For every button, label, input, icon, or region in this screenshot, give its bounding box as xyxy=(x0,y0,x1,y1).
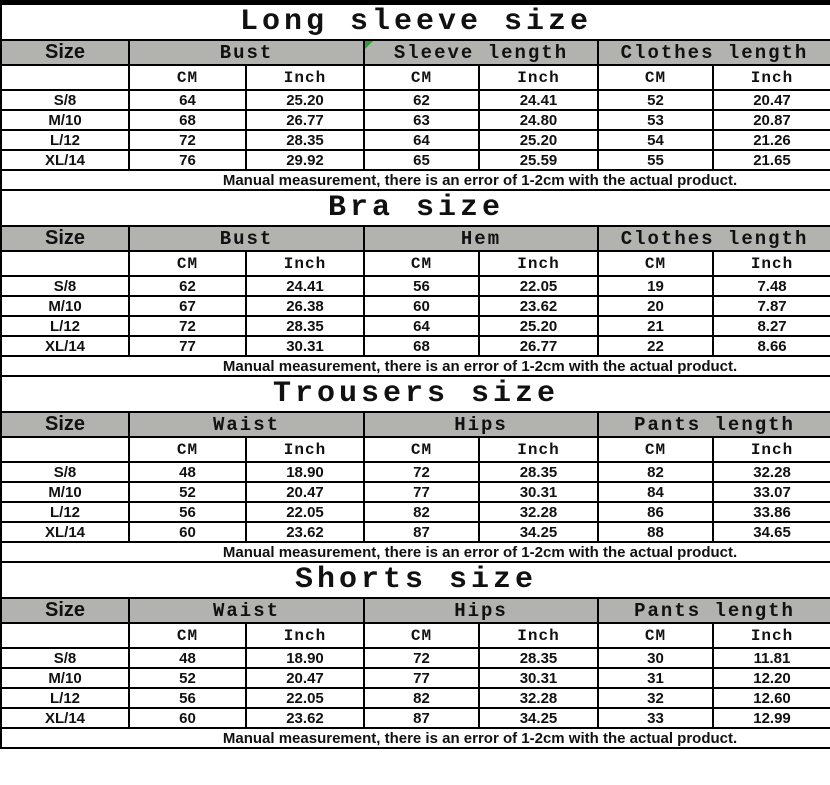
value-cell: 52 xyxy=(598,90,713,110)
size-column-header: Size xyxy=(1,40,129,65)
group-header: Bust xyxy=(129,40,364,65)
size-label-cell: S/8 xyxy=(1,90,129,110)
value-cell: 19 xyxy=(598,276,713,296)
size-table xyxy=(0,3,830,191)
size-row xyxy=(1,90,830,110)
unit-header-cm: CM xyxy=(129,623,246,648)
unit-header-cm: CM xyxy=(598,251,713,276)
size-column-header: Size xyxy=(1,598,129,623)
value-cell: 18.90 xyxy=(246,462,364,482)
size-table xyxy=(0,561,830,749)
size-row xyxy=(1,482,830,502)
value-cell: 56 xyxy=(129,502,246,522)
value-cell: 23.62 xyxy=(246,708,364,728)
table-title-row xyxy=(1,4,830,40)
unit-header-inch: Inch xyxy=(713,437,830,462)
size-table-block xyxy=(0,561,830,749)
size-row xyxy=(1,522,830,542)
size-label-cell: XL/14 xyxy=(1,150,129,170)
unit-header-cm: CM xyxy=(364,251,479,276)
size-label-cell: S/8 xyxy=(1,648,129,668)
unit-header-row xyxy=(1,623,830,648)
unit-header-cm: CM xyxy=(598,65,713,90)
value-cell: 56 xyxy=(129,688,246,708)
value-cell: 25.59 xyxy=(479,150,598,170)
note-row xyxy=(1,356,830,376)
value-cell: 20.47 xyxy=(713,90,830,110)
size-label-cell: M/10 xyxy=(1,296,129,316)
value-cell: 32.28 xyxy=(713,462,830,482)
value-cell: 28.35 xyxy=(246,130,364,150)
value-cell: 48 xyxy=(129,462,246,482)
size-table-block xyxy=(0,189,830,377)
value-cell: 48 xyxy=(129,648,246,668)
unit-header-inch: Inch xyxy=(246,65,364,90)
unit-header-cm: CM xyxy=(364,623,479,648)
size-row xyxy=(1,130,830,150)
value-cell: 64 xyxy=(364,316,479,336)
group-header: Waist xyxy=(129,412,364,437)
value-cell: 25.20 xyxy=(479,316,598,336)
unit-header-inch: Inch xyxy=(713,251,830,276)
value-cell: 24.41 xyxy=(479,90,598,110)
table-title-row xyxy=(1,190,830,226)
empty-corner-cell xyxy=(1,251,129,276)
value-cell: 77 xyxy=(129,336,246,356)
group-header: Pants length xyxy=(598,598,830,623)
value-cell: 82 xyxy=(364,688,479,708)
value-cell: 32.28 xyxy=(479,688,598,708)
value-cell: 12.99 xyxy=(713,708,830,728)
size-column-header: Size xyxy=(1,226,129,251)
value-cell: 30 xyxy=(598,648,713,668)
value-cell: 24.41 xyxy=(246,276,364,296)
value-cell: 76 xyxy=(129,150,246,170)
cell-corner-marker-icon xyxy=(365,41,373,49)
value-cell: 8.27 xyxy=(713,316,830,336)
value-cell: 22.05 xyxy=(479,276,598,296)
value-cell: 77 xyxy=(364,668,479,688)
group-header-row xyxy=(1,412,830,437)
value-cell: 34.25 xyxy=(479,522,598,542)
value-cell: 52 xyxy=(129,482,246,502)
value-cell: 22.05 xyxy=(246,502,364,522)
value-cell: 30.31 xyxy=(479,482,598,502)
value-cell: 26.38 xyxy=(246,296,364,316)
size-row xyxy=(1,110,830,130)
empty-corner-cell xyxy=(1,65,129,90)
group-header: Bust xyxy=(129,226,364,251)
size-label-cell: S/8 xyxy=(1,462,129,482)
value-cell: 25.20 xyxy=(246,90,364,110)
size-table xyxy=(0,375,830,563)
unit-header-cm: CM xyxy=(598,623,713,648)
size-label-cell: L/12 xyxy=(1,688,129,708)
value-cell: 34.25 xyxy=(479,708,598,728)
unit-header-inch: Inch xyxy=(479,251,598,276)
value-cell: 20.47 xyxy=(246,482,364,502)
value-cell: 54 xyxy=(598,130,713,150)
measurement-note: Manual measurement, there is an error of 1-2cm with the actual product. xyxy=(1,356,830,376)
unit-header-inch: Inch xyxy=(246,623,364,648)
value-cell: 53 xyxy=(598,110,713,130)
value-cell: 29.92 xyxy=(246,150,364,170)
value-cell: 72 xyxy=(364,462,479,482)
group-header: Sleeve length xyxy=(364,40,598,65)
value-cell: 60 xyxy=(129,522,246,542)
value-cell: 63 xyxy=(364,110,479,130)
group-header-row xyxy=(1,598,830,623)
group-header: Waist xyxy=(129,598,364,623)
value-cell: 34.65 xyxy=(713,522,830,542)
unit-header-cm: CM xyxy=(364,437,479,462)
value-cell: 18.90 xyxy=(246,648,364,668)
value-cell: 11.81 xyxy=(713,648,830,668)
value-cell: 25.20 xyxy=(479,130,598,150)
measurement-note: Manual measurement, there is an error of 1-2cm with the actual product. xyxy=(1,728,830,748)
value-cell: 32.28 xyxy=(479,502,598,522)
table-title-row xyxy=(1,376,830,412)
size-row xyxy=(1,648,830,668)
unit-header-inch: Inch xyxy=(479,437,598,462)
value-cell: 7.48 xyxy=(713,276,830,296)
size-row xyxy=(1,150,830,170)
unit-header-cm: CM xyxy=(598,437,713,462)
value-cell: 7.87 xyxy=(713,296,830,316)
value-cell: 26.77 xyxy=(479,336,598,356)
value-cell: 22.05 xyxy=(246,688,364,708)
value-cell: 68 xyxy=(364,336,479,356)
value-cell: 77 xyxy=(364,482,479,502)
size-label-cell: S/8 xyxy=(1,276,129,296)
value-cell: 33 xyxy=(598,708,713,728)
value-cell: 30.31 xyxy=(246,336,364,356)
note-row xyxy=(1,728,830,748)
value-cell: 28.35 xyxy=(479,648,598,668)
value-cell: 82 xyxy=(364,502,479,522)
value-cell: 72 xyxy=(129,130,246,150)
value-cell: 20 xyxy=(598,296,713,316)
value-cell: 72 xyxy=(364,648,479,668)
value-cell: 20.87 xyxy=(713,110,830,130)
unit-header-inch: Inch xyxy=(713,623,830,648)
value-cell: 62 xyxy=(364,90,479,110)
unit-header-row xyxy=(1,437,830,462)
size-row xyxy=(1,708,830,728)
empty-corner-cell xyxy=(1,623,129,648)
value-cell: 33.86 xyxy=(713,502,830,522)
unit-header-cm: CM xyxy=(129,251,246,276)
size-row xyxy=(1,502,830,522)
value-cell: 62 xyxy=(129,276,246,296)
value-cell: 87 xyxy=(364,522,479,542)
size-row xyxy=(1,668,830,688)
value-cell: 86 xyxy=(598,502,713,522)
measurement-note: Manual measurement, there is an error of 1-2cm with the actual product. xyxy=(1,542,830,562)
value-cell: 32 xyxy=(598,688,713,708)
value-cell: 12.20 xyxy=(713,668,830,688)
value-cell: 20.47 xyxy=(246,668,364,688)
size-label-cell: M/10 xyxy=(1,668,129,688)
group-header: Hips xyxy=(364,412,598,437)
value-cell: 55 xyxy=(598,150,713,170)
value-cell: 60 xyxy=(364,296,479,316)
unit-header-row xyxy=(1,251,830,276)
value-cell: 56 xyxy=(364,276,479,296)
value-cell: 21 xyxy=(598,316,713,336)
note-row xyxy=(1,542,830,562)
size-row xyxy=(1,688,830,708)
size-table-block xyxy=(0,3,830,191)
group-header: Pants length xyxy=(598,412,830,437)
size-label-cell: L/12 xyxy=(1,316,129,336)
value-cell: 84 xyxy=(598,482,713,502)
value-cell: 88 xyxy=(598,522,713,542)
value-cell: 65 xyxy=(364,150,479,170)
size-label-cell: M/10 xyxy=(1,110,129,130)
empty-corner-cell xyxy=(1,437,129,462)
size-label-cell: XL/14 xyxy=(1,708,129,728)
table-title: Bra size xyxy=(1,190,830,226)
value-cell: 22 xyxy=(598,336,713,356)
size-row xyxy=(1,296,830,316)
group-header: Hips xyxy=(364,598,598,623)
group-header-row xyxy=(1,40,830,65)
unit-header-inch: Inch xyxy=(246,251,364,276)
size-label-cell: L/12 xyxy=(1,502,129,522)
unit-header-cm: CM xyxy=(129,65,246,90)
note-row xyxy=(1,170,830,190)
table-title: Long sleeve size xyxy=(1,4,830,40)
value-cell: 82 xyxy=(598,462,713,482)
group-header: Hem xyxy=(364,226,598,251)
size-row xyxy=(1,316,830,336)
value-cell: 68 xyxy=(129,110,246,130)
value-cell: 28.35 xyxy=(246,316,364,336)
group-header-row xyxy=(1,226,830,251)
unit-header-inch: Inch xyxy=(479,623,598,648)
unit-header-row xyxy=(1,65,830,90)
unit-header-cm: CM xyxy=(129,437,246,462)
size-label-cell: XL/14 xyxy=(1,522,129,542)
value-cell: 24.80 xyxy=(479,110,598,130)
value-cell: 26.77 xyxy=(246,110,364,130)
value-cell: 67 xyxy=(129,296,246,316)
value-cell: 23.62 xyxy=(246,522,364,542)
unit-header-inch: Inch xyxy=(246,437,364,462)
value-cell: 23.62 xyxy=(479,296,598,316)
value-cell: 21.26 xyxy=(713,130,830,150)
table-title: Shorts size xyxy=(1,562,830,598)
table-title: Trousers size xyxy=(1,376,830,412)
value-cell: 52 xyxy=(129,668,246,688)
size-row xyxy=(1,462,830,482)
size-label-cell: L/12 xyxy=(1,130,129,150)
value-cell: 30.31 xyxy=(479,668,598,688)
size-table xyxy=(0,189,830,377)
size-table-block xyxy=(0,375,830,563)
value-cell: 64 xyxy=(129,90,246,110)
size-label-cell: XL/14 xyxy=(1,336,129,356)
value-cell: 87 xyxy=(364,708,479,728)
value-cell: 33.07 xyxy=(713,482,830,502)
table-title-row xyxy=(1,562,830,598)
value-cell: 31 xyxy=(598,668,713,688)
unit-header-inch: Inch xyxy=(713,65,830,90)
group-header: Clothes length xyxy=(598,40,830,65)
value-cell: 64 xyxy=(364,130,479,150)
value-cell: 8.66 xyxy=(713,336,830,356)
size-row xyxy=(1,336,830,356)
size-row xyxy=(1,276,830,296)
size-label-cell: M/10 xyxy=(1,482,129,502)
unit-header-inch: Inch xyxy=(479,65,598,90)
value-cell: 12.60 xyxy=(713,688,830,708)
value-cell: 21.65 xyxy=(713,150,830,170)
unit-header-cm: CM xyxy=(364,65,479,90)
measurement-note: Manual measurement, there is an error of 1-2cm with the actual product. xyxy=(1,170,830,190)
group-header: Clothes length xyxy=(598,226,830,251)
value-cell: 72 xyxy=(129,316,246,336)
size-column-header: Size xyxy=(1,412,129,437)
value-cell: 28.35 xyxy=(479,462,598,482)
value-cell: 60 xyxy=(129,708,246,728)
